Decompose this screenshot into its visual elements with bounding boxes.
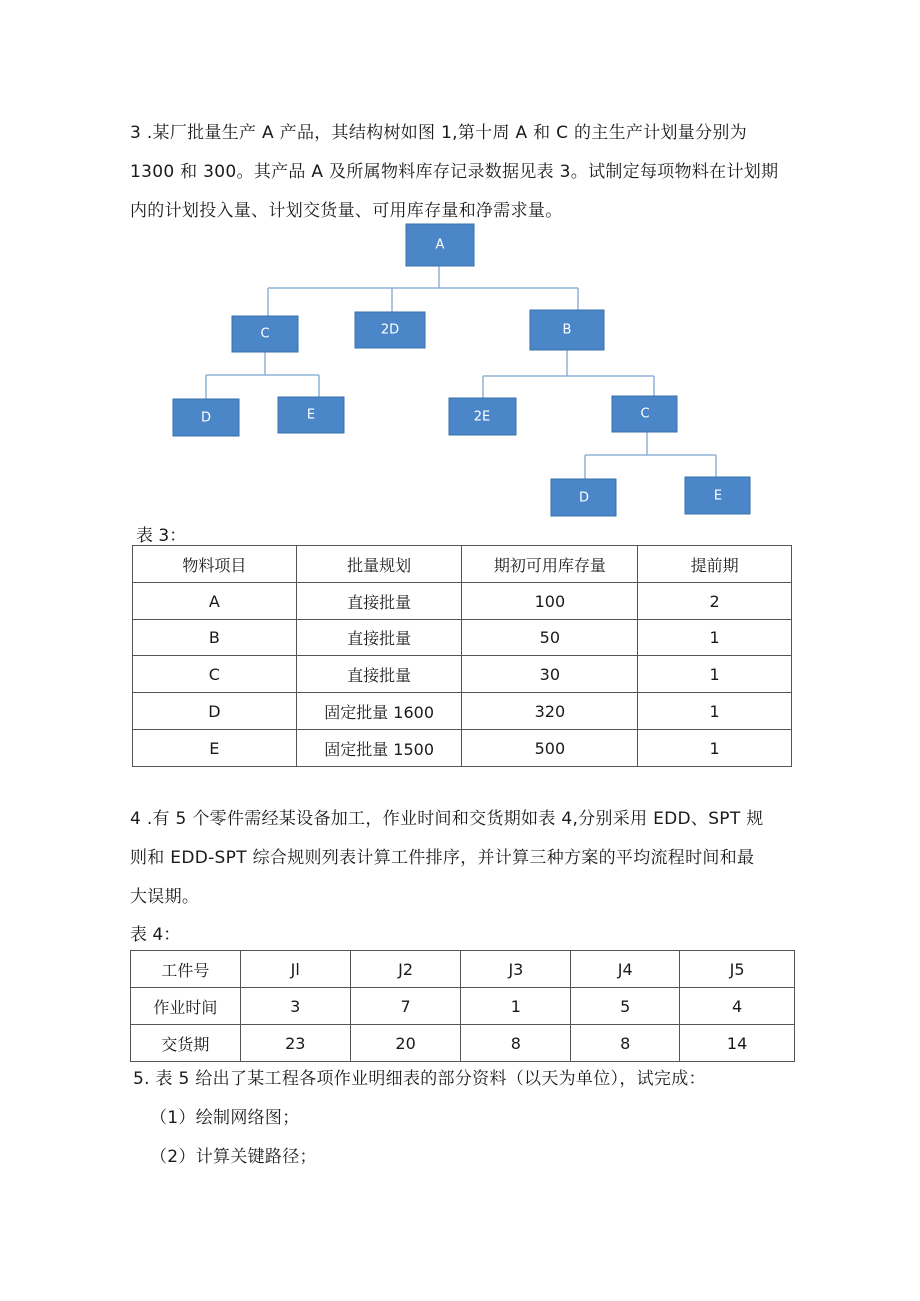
node-2e-label: 2E [473, 409, 491, 425]
table-cell: 工件号 [131, 951, 241, 988]
node-d-lower [551, 479, 616, 516]
table-row [133, 693, 792, 730]
table-cell: C [133, 656, 297, 693]
table-4-label: 表 4： [130, 925, 181, 945]
question-5 [133, 1060, 813, 1177]
node-a [406, 224, 474, 266]
q4-line: 则和 EDD-SPT 综合规则列表计算工件排序，并计算三种方案的平均流程时间和最 [130, 848, 755, 868]
table-cell: 4 [680, 988, 795, 1025]
table-row [131, 1025, 795, 1062]
node-d [173, 399, 239, 436]
node-2d-label: 2D [380, 322, 400, 338]
node-c [232, 316, 298, 352]
table-cell: 作业时间 [131, 988, 241, 1025]
table-4 [130, 950, 795, 1062]
table-3-label: 表 3： [136, 526, 187, 546]
table-header-row [133, 546, 792, 583]
table-cell: J5 [680, 951, 795, 988]
table-header: 批量规划 [296, 546, 462, 583]
q3-line: 1300 和 300。其产品 A 及所属物料库存记录数据见表 3。试制定每项物料在计划期 [130, 162, 779, 182]
table-cell: E [133, 730, 297, 767]
q5-line: 5. 表 5 给出了某工程各项作业明细表的部分资料（以天为单位），试完成： [133, 1069, 706, 1089]
node-c-label: C [260, 326, 270, 342]
question-4 [130, 800, 810, 917]
table-header: 物料项目 [133, 546, 297, 583]
node-a-label: A [435, 237, 445, 253]
q5-subitem: （2）计算关键路径； [150, 1147, 317, 1167]
node-b [530, 310, 604, 350]
table-cell: 直接批量 [296, 583, 462, 620]
q4-line: 4 .有 5 个零件需经某设备加工，作业时间和交货期如表 4,分别采用 EDD、SPT 规 [130, 809, 764, 829]
table-cell: J2 [350, 951, 461, 988]
node-e [278, 397, 344, 433]
table-cell: 50 [462, 620, 638, 656]
table-cell: 30 [462, 656, 638, 693]
table-cell: 交货期 [131, 1025, 241, 1062]
q3-line: 3 .某厂批量生产 A 产品，其结构树如图 1,第十周 A 和 C 的主生产计划量分别为 [130, 123, 747, 143]
table-cell: 14 [680, 1025, 795, 1062]
table-cell: 1 [461, 988, 571, 1025]
table-cell: 8 [571, 1025, 680, 1062]
table-3 [132, 545, 792, 767]
table-cell: 1 [638, 693, 792, 730]
table-cell: 1 [638, 656, 792, 693]
table-cell: 1 [638, 730, 792, 767]
table-row [133, 583, 792, 620]
node-c-lower-label: C [640, 406, 650, 422]
table-cell: 1 [638, 620, 792, 656]
table-cell: 5 [571, 988, 680, 1025]
table-cell: 固定批量 1600 [296, 693, 462, 730]
table-cell: A [133, 583, 297, 620]
table-cell: 固定批量 1500 [296, 730, 462, 767]
table-cell: 500 [462, 730, 638, 767]
table-cell: 20 [350, 1025, 461, 1062]
table-cell: Jl [240, 951, 350, 988]
table-row [131, 951, 795, 988]
table-cell: J3 [461, 951, 571, 988]
table-cell: 8 [461, 1025, 571, 1062]
table-header: 提前期 [638, 546, 792, 583]
table-row [133, 656, 792, 693]
table-cell: 直接批量 [296, 620, 462, 656]
table-row [133, 730, 792, 767]
table-cell: 3 [240, 988, 350, 1025]
node-e-lower [685, 477, 750, 514]
node-2d [355, 312, 425, 348]
table-cell: 直接批量 [296, 656, 462, 693]
table-cell: D [133, 693, 297, 730]
tree-edges [206, 266, 716, 479]
node-e-label: E [306, 407, 316, 423]
table-row [133, 620, 792, 656]
q3-line: 内的计划投入量、计划交货量、可用库存量和净需求量。 [130, 201, 563, 221]
table-cell: B [133, 620, 297, 656]
table-header: 期初可用库存量 [462, 546, 638, 583]
q4-line: 大误期。 [130, 887, 200, 907]
node-c-lower [612, 396, 677, 432]
table-cell: 2 [638, 583, 792, 620]
node-2e [449, 398, 516, 435]
node-d-label: D [200, 410, 212, 426]
table-cell: 100 [462, 583, 638, 620]
node-d-lower-label: D [578, 490, 590, 506]
node-b-label: B [562, 322, 572, 338]
table-cell: 320 [462, 693, 638, 730]
q5-subitem: （1）绘制网络图； [150, 1108, 300, 1128]
node-e-lower-label: E [713, 488, 723, 504]
table-cell: J4 [571, 951, 680, 988]
table-cell: 23 [240, 1025, 350, 1062]
table-cell: 7 [350, 988, 461, 1025]
table-row [131, 988, 795, 1025]
